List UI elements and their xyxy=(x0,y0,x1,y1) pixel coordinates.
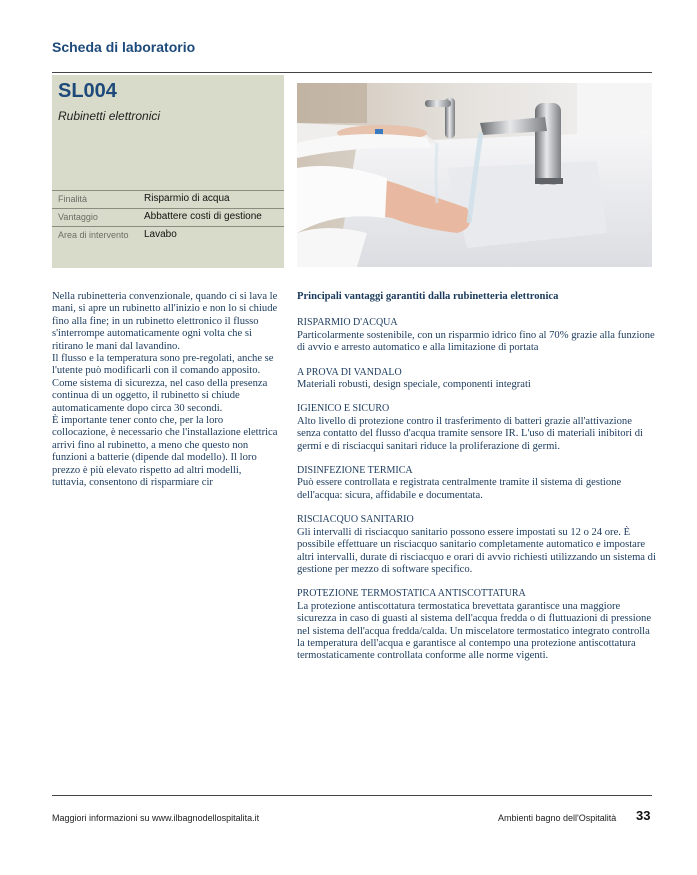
top-divider xyxy=(52,72,652,73)
intro-paragraph: È importante tener conto che, per la loro collocazione, è necessario che l'installazione elettrica arrivi fino al rubinetto, a meno che questo non funzioni a batterie (dipende dal modello). Il loro prezzo è più elevato rispetto ad altri modelli, tuttavia, consentono di risparmiare cir xyxy=(52,415,278,489)
attr-label-vantaggio: Vantaggio xyxy=(58,212,98,222)
advantage-text: Particolarmente sostenibile, con un risparmio idrico fino al 70% grazie alla funzione di avvio e arresto automatico e alla limitazione di portata xyxy=(297,329,655,354)
intro-paragraph: Nella rubinetteria convenzionale, quando ci si lava le mani, si apre un rubinetto all'inizio e non lo si chiude fino alla fine; in un rubinetto elettronico il flusso s'interrompe automaticamente ogni volta che si ritirano le mani dal lavandino. xyxy=(52,291,278,352)
advantage-text: La protezione antiscottatura termostatica brevettata garantisce una maggiore sicurezza in caso di guasti al sistema dell'acqua fredda o di fluttuazioni di pressione nel sistema dell'acqua fredda/calda. Un miscelatore termostatico integrato controlla la temperatura dell'acqua e garantisce al contempo una protezione antiscottatura termostaticamente controllata conforme alle norme vigenti. xyxy=(297,600,652,662)
intro-paragraph: Il flusso e la temperatura sono pre-regolati, anche se l'utente può modificarli con il comando apposito. Come sistema di sicurezza, nel caso della presenza continua di un oggetto, il rubinetto si chiude automaticamente dopo circa 30 secondi. xyxy=(52,353,274,414)
advantage-text: Gli intervalli di risciacquo sanitario possono essere impostati su 12 o 24 ore. È possibile effettuare un risciacquo sanitario completamente automatico e impostare altri intervalli, durate di risciacquo e orari di avvio richiesti utilizzando un sistema di gestione per mezzo di software specifico. xyxy=(297,526,656,575)
attr-value-area: Lavabo xyxy=(144,229,177,240)
advantage-item xyxy=(297,465,657,502)
intro-text xyxy=(52,291,278,490)
attr-value-finalita: Risparmio di acqua xyxy=(144,193,230,204)
advantage-item xyxy=(297,367,657,392)
advantage-text: Può essere controllata e registrata centralmente tramite il sistema di gestione dell'acqua: sicura, affidabile e documentata. xyxy=(297,477,622,501)
advantage-item xyxy=(297,514,657,576)
section-title: Scheda di laboratorio xyxy=(52,39,196,55)
attr-value-vantaggio: Abbattere costi di gestione xyxy=(144,211,262,222)
advantage-title: DISINFEZIONE TERMICA xyxy=(297,465,413,477)
advantage-title: A PROVA DI VANDALO xyxy=(297,366,402,378)
attr-divider xyxy=(52,208,284,209)
product-photo xyxy=(297,83,652,267)
advantage-title: PROTEZIONE TERMOSTATICA ANTISCOTTATURA xyxy=(297,588,526,600)
attr-label-finalita: Finalità xyxy=(58,194,88,204)
advantages-section xyxy=(297,291,657,675)
advantage-title: IGIENICO E SICURO xyxy=(297,403,390,415)
page-number: 33 xyxy=(636,808,651,823)
footer-publication-title: Ambienti bagno dell'Ospitalità xyxy=(498,813,617,823)
product-card xyxy=(52,75,284,268)
advantage-item xyxy=(297,403,657,453)
product-code: SL004 xyxy=(58,80,117,102)
advantage-title: RISPARMIO D'ACQUA xyxy=(297,317,398,329)
product-subtitle: Rubinetti elettronici xyxy=(58,109,161,123)
advantage-text: Alto livello di protezione contro il trasferimento di batteri grazie all'attivazione senza contatto del flusso d'acqua tramite sensore IR. L'uso di materiali inibitori di germi e di risciacqui sanitari riduce la proliferazione di germi. xyxy=(297,415,643,452)
footer-website-link[interactable]: Maggiori informazioni su www.ilbagnodellospitalita.it xyxy=(52,813,260,823)
advantage-title: RISCIACQUO SANITARIO xyxy=(297,514,414,526)
attr-divider xyxy=(52,190,284,191)
advantage-item xyxy=(297,588,657,662)
advantages-heading: Principali vantaggi garantiti dalla rubinetteria elettronica xyxy=(297,291,559,302)
advantage-text: Materiali robusti, design speciale, componenti integrati xyxy=(297,379,531,391)
bottom-divider xyxy=(52,795,652,796)
attr-divider xyxy=(52,226,284,227)
advantage-item xyxy=(297,317,657,354)
attr-label-area: Area di intervento xyxy=(58,230,129,240)
